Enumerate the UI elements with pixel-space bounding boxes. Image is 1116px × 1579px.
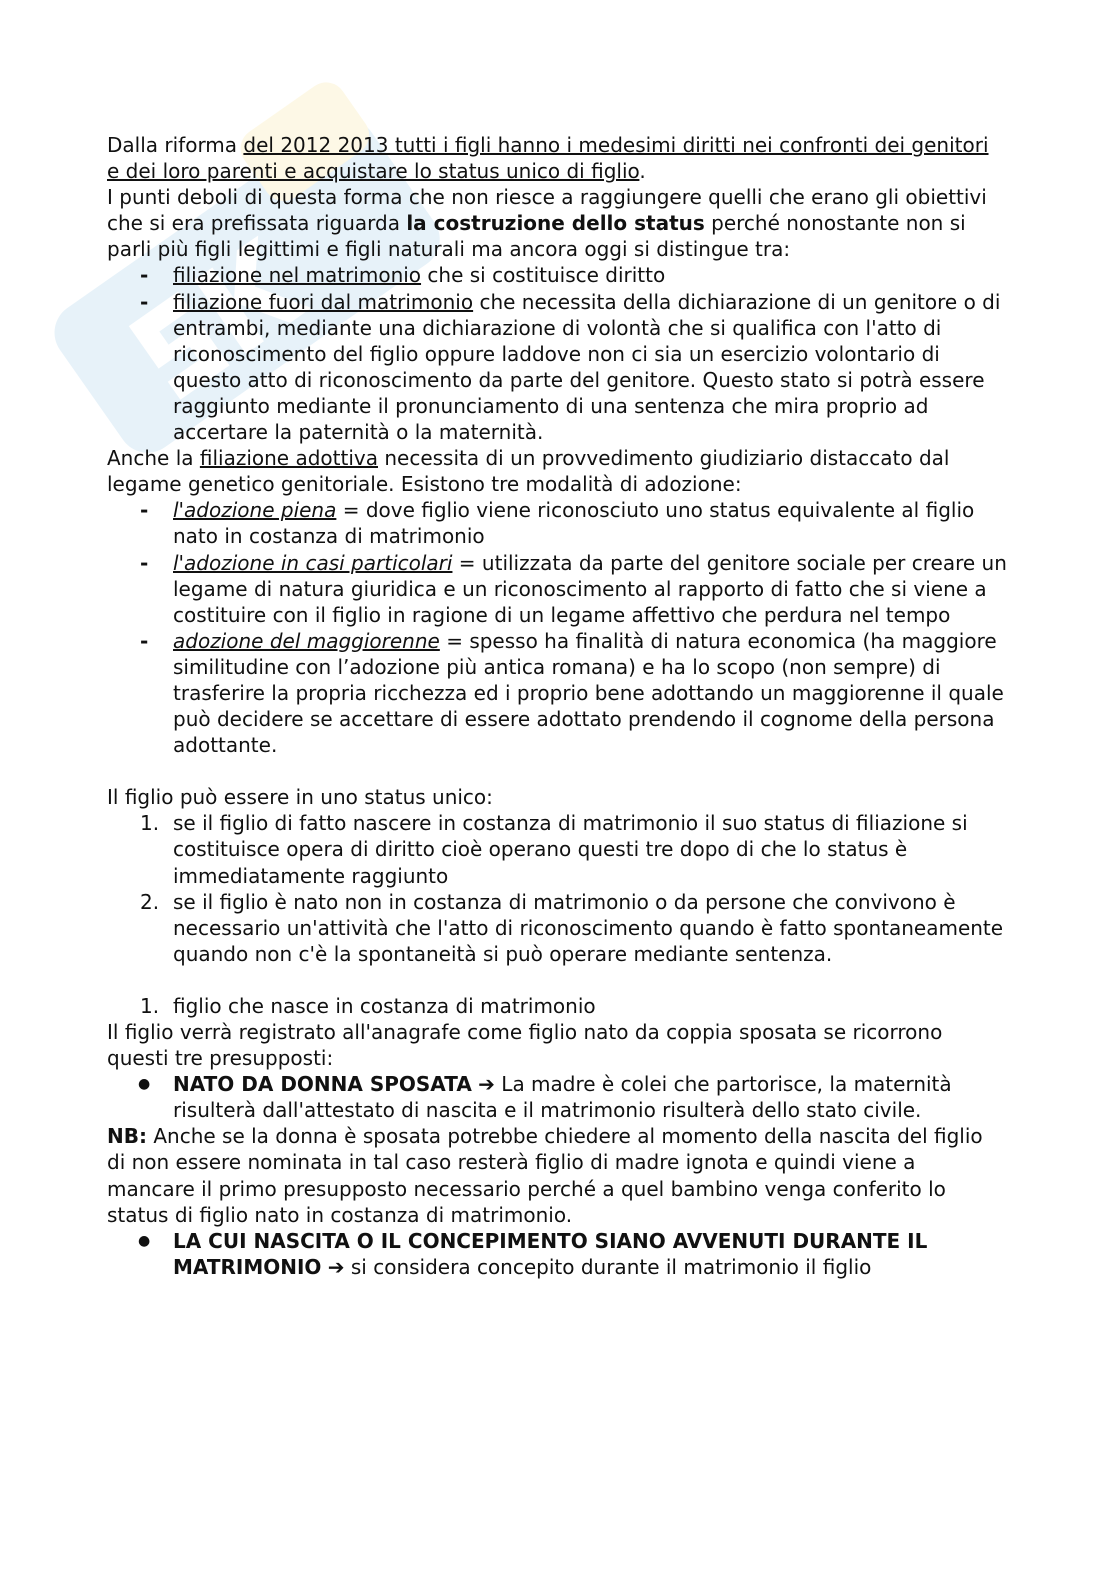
paragraph-adoptive: Anche la filiazione adottiva necessita di un provvedimento giudiziario distaccato dal legame genetico genitoriale. Esistono tre modalità di adozione: [107, 446, 950, 497]
paragraph-intro: Dalla riforma del 2012 2013 tutti i figli hanno i medesimi diritti nei confronti dei genitori e dei loro parenti e acquistare lo status unico di figlio. [107, 133, 989, 184]
list-item: ● LA CUI NASCITA O IL CONCEPIMENTO SIANO AVVENUTI DURANTE IL MATRIMONIO ➔ si considera concepito durante il matrimonio il figlio [107, 1228, 1007, 1280]
list-item: 2. se il figlio è nato non in costanza di matrimonio o da persone che convivono è necessario un'attività che l'atto di riconoscimento quando è fatto spontaneamente quando non c'è la spontaneità si può operare mediante sentenza. [140, 889, 1004, 966]
status-numbered-list [107, 810, 1007, 967]
prerequisite-list-1 [107, 1071, 1007, 1123]
document-body [107, 132, 1007, 1280]
paragraph-registration: Il figlio verrà registrato all'anagrafe come figlio nato da coppia sposata se ricorrono questi tre presupposti: [107, 1020, 943, 1071]
list-item: - filiazione nel matrimonio che si costituisce diritto [107, 262, 1007, 288]
prerequisite-list-2 [107, 1228, 1007, 1280]
list-item: - adozione del maggiorenne = spesso ha finalità di natura economica (ha maggiore similitudine con l’adozione più antica romana) e ha lo scopo (non sempre) di trasferire la propria ricchezza ed i proprio bene adottando un maggiorenne il quale può decidere se accettare di essere adottato prendendo il cognome della persona adottante. [107, 628, 1007, 758]
list-item: - filiazione fuori dal matrimonio che necessita della dichiarazione di un genitore o di entrambi, mediante una dichiarazione di volontà che si qualifica con l'atto di riconoscimento del figlio oppure laddove non ci sia un esercizio volontario di questo atto di riconoscimento da parte del genitore. Questo stato si potrà essere raggiunto mediante il pronunciamento di una sentenza che mira proprio ad accertare la paternità o la maternità. [107, 289, 1007, 446]
arrow-right-icon: ➔ [327, 1254, 345, 1279]
list-item: - l'adozione in casi particolari = utilizzata da parte del genitore sociale per creare un legame di natura giuridica e un riconoscimento al rapporto di fatto che si viene a costituire con il figlio in ragione di un legame affettivo che perdura nel tempo [107, 550, 1007, 628]
arrow-right-icon: ➔ [478, 1072, 495, 1097]
list-item: ● NATO DA DONNA SPOSATA ➔ La madre è colei che partorisce, la maternità risulterà dall'attestato di nascita e il matrimonio risulterà dello stato civile. [107, 1071, 1007, 1123]
section-numbered-list [107, 993, 1007, 1019]
filiation-type-list [107, 262, 1007, 445]
list-item: 1. figlio che nasce in costanza di matrimonio [140, 993, 596, 1018]
paragraph-weaknesses: I punti deboli di questa forma che non riesce a raggiungere quelli che erano gli obiettivi che si era prefissata riguarda la costruzione dello status perché nonostante non si parli più figli legittimi e figli naturali ma ancora oggi si distingue tra: [107, 185, 987, 262]
adoption-type-list [107, 497, 1007, 758]
list-item: - l'adozione piena = dove figlio viene riconosciuto uno status equivalente al figlio nato in costanza di matrimonio [107, 497, 1007, 549]
paragraph-status-unico: Il figlio può essere in uno status unico: [107, 785, 493, 810]
paragraph-nb: NB: Anche se la donna è sposata potrebbe chiedere al momento della nascita del figlio di non essere nominata in tal caso resterà figlio di madre ignota e quindi viene a mancare il primo presupposto necessario perché a quel bambino venga conferito lo status di figlio nato in costanza di matrimonio. [107, 1124, 983, 1227]
list-item: 1. se il figlio di fatto nascere in costanza di matrimonio il suo status di filiazione si costituisce opera di diritto cioè operano questi tre dopo di che lo status è immediatamente raggiunto [140, 811, 968, 888]
